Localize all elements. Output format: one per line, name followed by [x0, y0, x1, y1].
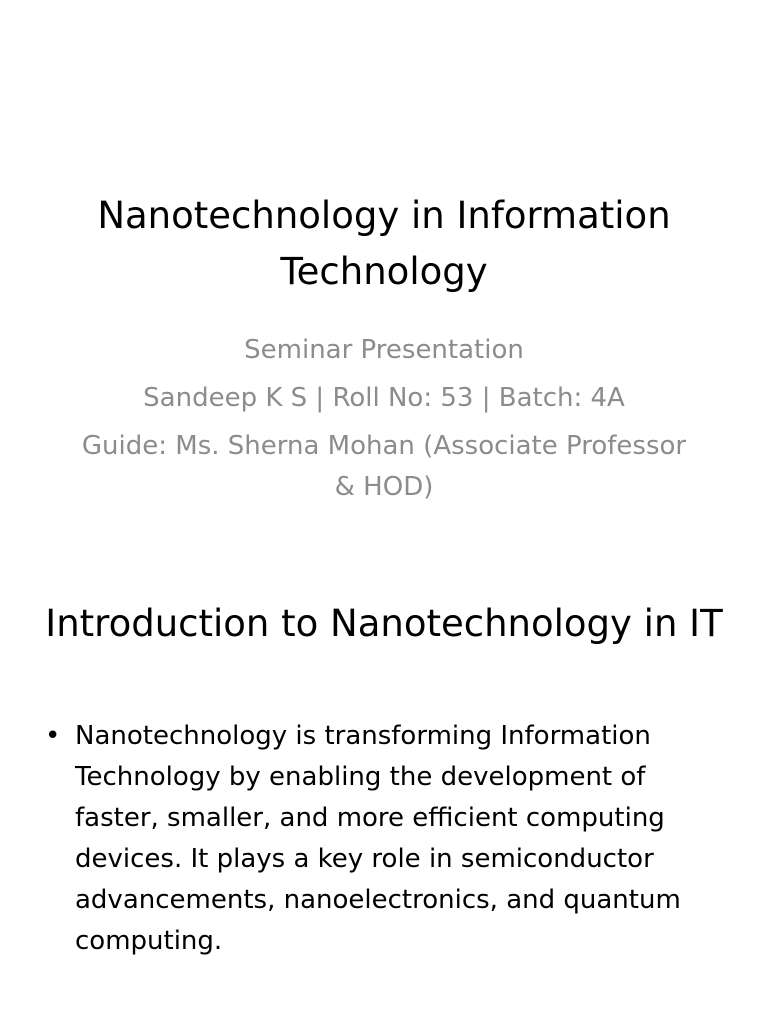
bullet-item: [40, 716, 730, 962]
slide-title: Nanotechnology in Information Technology: [97, 194, 671, 293]
bullet-text: Nanotechnology is transforming Information Technology by enabling the development of faster, smaller, and more efficient computing devices. It plays a key role in semiconductor advancements, nanoelectronics, and quantum computing.: [75, 721, 681, 956]
slide-subtitle: [70, 330, 698, 515]
subtitle-line-guide: Guide: Ms. Sherna Mohan (Associate Professor & HOD): [81, 431, 687, 502]
subtitle-line-seminar: Seminar Presentation: [244, 335, 524, 365]
content-slide: [0, 576, 768, 1024]
bullet-list: [40, 716, 730, 962]
slide-title: Introduction to Nanotechnology in IT: [45, 602, 723, 645]
subtitle-line-student: Sandeep K S | Roll No: 53 | Batch: 4A: [143, 383, 625, 413]
bullet-dot-icon: •: [45, 721, 61, 751]
